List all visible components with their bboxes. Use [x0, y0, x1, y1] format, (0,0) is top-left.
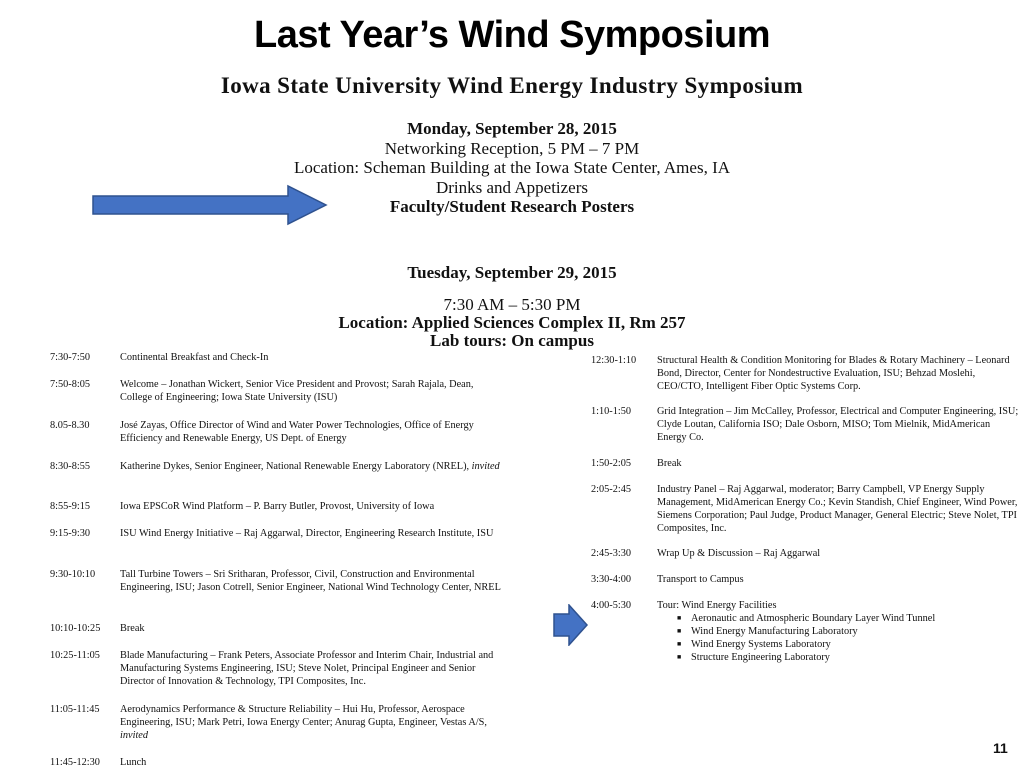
row-time: 10:10-10:25: [50, 623, 101, 634]
row-desc: Grid Integration – Jim McCalley, Professor, Electrical and Computer Engineering, ISU; Clyde Loutan, California ISO; Dale Osborn, MISO; Tom Mielnik, MidAmerican Energy Co.: [657, 406, 1019, 443]
monday-posters: Faculty/Student Research Posters: [389, 197, 635, 216]
row-desc: Structural Health & Condition Monitoring for Blades & Rotary Machinery – Leonard Bond, Director, Center for Nondestructive Evaluation, ISU; Behzad Moslehi, CEO/CTO, Intelligent Fiber Optic Systems Corp.: [657, 355, 1010, 392]
row-time: 11:05-11:45: [50, 704, 100, 715]
tuesday-block: [0, 296, 1024, 350]
arrow-right-icon: [92, 184, 328, 226]
page-number: 11: [993, 740, 1008, 756]
schedule-row: [50, 622, 505, 635]
row-desc: José Zayas, Office Director of Wind and Water Power Technologies, Office of Energy Efficiency and Renewable Energy, US Dept. of Energy: [120, 420, 474, 444]
tuesday-tours: Lab tours: On campus: [430, 331, 594, 350]
row-time: 1:50-2:05: [591, 458, 632, 469]
row-time: 9:15-9:30: [50, 528, 91, 539]
row-desc: Break: [120, 623, 145, 634]
row-desc: Welcome – Jonathan Wickert, Senior Vice President and Provost; Sarah Rajala, Dean, College of Engineering; Iowa State University (ISU): [120, 379, 474, 403]
monday-refreshments: Drinks and Appetizers: [435, 177, 589, 197]
schedule-row: [50, 351, 505, 364]
row-desc: Katherine Dykes, Senior Engineer, National Renewable Energy Laboratory (NREL),: [120, 461, 470, 472]
list-item: ■ Aeronautic and Atmospheric Boundary Layer Wind Tunnel: [691, 612, 1021, 625]
tour-list: [657, 612, 1021, 664]
row-time: 10:25-11:05: [50, 650, 100, 661]
schedule-row: [591, 405, 1021, 444]
row-time: 3:30-4:00: [591, 574, 632, 585]
slide-title: Last Year’s Wind Symposium: [253, 14, 770, 56]
schedule-row: [591, 547, 1021, 560]
row-desc: Iowa EPSCoR Wind Platform – P. Barry Butler, Provost, University of Iowa: [120, 501, 435, 512]
arrow-right-small-icon: [553, 604, 589, 646]
schedule-row: [591, 573, 1021, 586]
row-time: 12:30-1:10: [591, 355, 637, 366]
row-desc: Aerodynamics Performance & Structure Reliability – Hui Hu, Professor, Aerospace Engineering, ISU; Mark Petri, Iowa Energy Center; Anurag Gupta, Engineer, Vestas A/S,: [120, 704, 487, 728]
row-time: 11:45-12:30: [50, 757, 100, 768]
row-desc: Tall Turbine Towers – Sri Sritharan, Professor, Civil, Construction and Environmental Engineering, ISU; Jason Cotrell, Senior Engineer, National Wind Technology Center, NREL: [120, 569, 501, 593]
monday-date: Monday, September 28, 2015: [407, 119, 617, 138]
schedule-row: [591, 457, 1021, 470]
document-title: Iowa State University Wind Energy Industry Symposium: [220, 73, 804, 98]
row-note: invited: [120, 730, 149, 741]
arrow-right-small-shape: [554, 605, 587, 645]
list-item: ■ Wind Energy Systems Laboratory: [691, 638, 1021, 651]
schedule-row: [50, 419, 505, 445]
row-note: invited: [471, 461, 500, 472]
schedule-row: [50, 649, 505, 688]
row-desc: Lunch: [120, 757, 147, 768]
schedule-row: [591, 354, 1021, 393]
row-time: 4:00-5:30: [591, 600, 632, 611]
schedule-row: [50, 756, 505, 769]
row-time: 2:05-2:45: [591, 484, 632, 495]
row-time: 1:10-1:50: [591, 406, 632, 417]
monday-location: Location: Scheman Building at the Iowa State Center, Ames, IA: [293, 158, 731, 177]
schedule-row: [591, 599, 1021, 664]
row-desc: Blade Manufacturing – Frank Peters, Associate Professor and Interim Chair, Industrial and Manufacturing Systems Engineering, ISU; Steve Nolet, Principal Engineer and Senior Director of Innovation & Technology, TPI Composites, Inc.: [120, 650, 494, 687]
tuesday-hours: 7:30 AM – 5:30 PM: [443, 295, 581, 314]
row-desc: Break: [657, 458, 682, 469]
row-desc: Wrap Up & Discussion – Raj Aggarwal: [657, 548, 821, 559]
schedule-row: [50, 460, 505, 473]
list-item: ■ Structure Engineering Laboratory: [691, 651, 1021, 664]
row-time: 2:45-3:30: [591, 548, 632, 559]
row-time: 8:30-8:55: [50, 461, 91, 472]
row-time: 7:50-8:05: [50, 379, 91, 390]
row-time: 8:55-9:15: [50, 501, 91, 512]
row-desc: Tour: Wind Energy Facilities: [657, 600, 777, 611]
row-desc: Transport to Campus: [657, 574, 744, 585]
list-item: ■ Wind Energy Manufacturing Laboratory: [691, 625, 1021, 638]
row-desc: Continental Breakfast and Check-In: [120, 352, 269, 363]
schedule-row: [50, 527, 505, 540]
schedule-row: [50, 703, 505, 742]
row-desc: Industry Panel – Raj Aggarwal, moderator; Barry Campbell, VP Energy Supply Management, MidAmerican Energy Co.; Kevin Standish, Chief Engineer, Wind Power, Siemens Corporation; Paul Judge, Product Manager, General Electric; Steve Nolet, TPI Composites, Inc.: [657, 484, 1018, 534]
monday-event: Networking Reception, 5 PM – 7 PM: [384, 138, 640, 158]
schedule-row: [591, 483, 1021, 535]
row-desc: ISU Wind Energy Initiative – Raj Aggarwal, Director, Engineering Research Institute, ISU: [120, 528, 494, 539]
schedule-row: [50, 500, 505, 513]
row-time: 9:30-10:10: [50, 569, 96, 580]
tuesday-date: Tuesday, September 29, 2015: [407, 263, 617, 282]
tuesday-location: Location: Applied Sciences Complex II, Rm 257: [338, 313, 686, 332]
schedule-row: [50, 568, 505, 594]
schedule-row: [50, 378, 505, 404]
arrow-right-shape: [93, 186, 326, 224]
row-time: 7:30-7:50: [50, 352, 91, 363]
row-time: 8.05-8.30: [50, 420, 90, 431]
